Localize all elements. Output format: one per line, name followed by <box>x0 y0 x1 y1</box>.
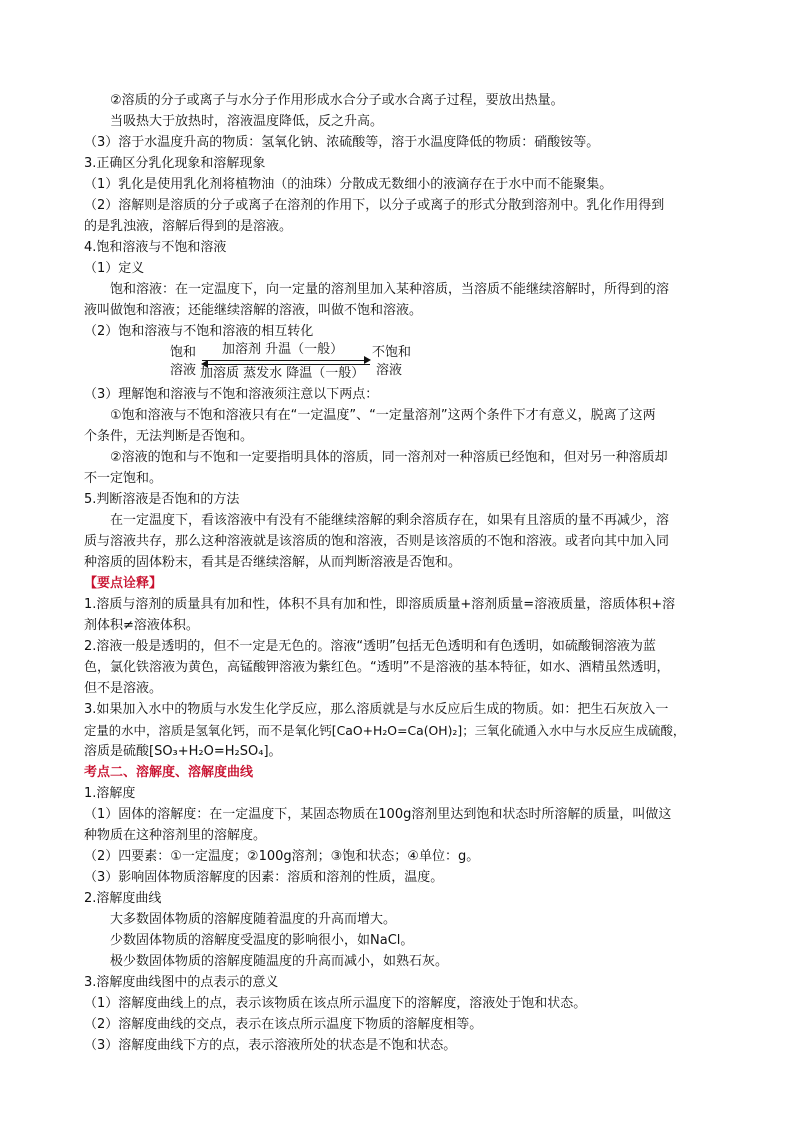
text-line: 3.如果加入水中的物质与水发生化学反应，那么溶质就是与水反应后生成的物质。如：把生石灰放入一 <box>84 702 669 717</box>
text-line: ①饱和溶液与不饱和溶液只有在“一定温度”、“一定量溶剂”这两个条件下才有意义，脱离了这两 <box>110 408 656 423</box>
text-line: 但不是溶液。 <box>84 681 163 696</box>
text-line: （2）饱和溶液与不饱和溶液的相互转化 <box>84 324 314 339</box>
text-line: （1）溶解度曲线上的点，表示该物质在该点所示温度下的溶解度，溶液处于饱和状态。 <box>84 996 587 1011</box>
text-line: 种溶质的固体粉末，看其是否继续溶解，从而判断溶液是否饱和。 <box>84 555 462 570</box>
text-line: 剂体积≠溶液体积。 <box>84 618 199 633</box>
conversion-diagram <box>84 342 714 382</box>
text-line: （3）影响固体物质溶解度的因素：溶质和溶剂的性质，温度。 <box>84 870 444 885</box>
text-line: 不一定饱和。 <box>84 471 163 486</box>
section-heading: 3.正确区分乳化现象和溶解现象 <box>84 156 266 171</box>
text-line: （1）固体的溶解度：在一定温度下，某固态物质在100g溶剂里达到饱和状态时所溶解的质量，叫做这 <box>84 807 672 822</box>
section-heading: 5.判断溶液是否饱和的方法 <box>84 492 240 507</box>
text-line: 极少数固体物质的溶解度随温度的升高而减小，如熟石灰。 <box>110 954 449 969</box>
text-line: 在一定温度下，看该溶液中有没有不能继续溶解的剩余溶质存在，如果有且溶质的量不再减少，溶 <box>110 513 670 528</box>
document-page <box>84 90 714 1056</box>
key-points-heading: 【要点诠释】 <box>84 576 163 591</box>
text-line: 种物质在这种溶剂里的溶解度。 <box>84 828 267 843</box>
text-line: （2）溶解则是溶质的分子或离子在溶剂的作用下，以分子或离子的形式分散到溶剂中。乳化作用得到 <box>84 198 665 213</box>
text-line: 饱和溶液：在一定温度下，向一定量的溶剂里加入某种溶质，当溶质不能继续溶解时，所得到的溶 <box>110 282 670 297</box>
text-line: 当吸热大于放热时，溶液温度降低，反之升高。 <box>110 114 384 129</box>
forward-arrow-line <box>202 360 364 361</box>
diagram-right-top: 不饱和 <box>372 345 412 360</box>
text-line: （1）乳化是使用乳化剂将植物油（的油珠）分散成无数细小的液滴存在于水中而不能聚集。 <box>84 177 613 192</box>
text-line: （1）定义 <box>84 261 145 276</box>
text-line: 定量的水中，溶质是氢氧化钙，而不是氧化钙[CaO+H₂O=Ca(OH)₂]；三氧化硫通入水中与水反应生成硫酸， <box>84 723 686 738</box>
text-line: 液叫做饱和溶液；还能继续溶解的溶液，叫做不饱和溶液。 <box>84 303 423 318</box>
text-line: ②溶质的分子或离子与水分子作用形成水合分子或水合离子过程，要放出热量。 <box>110 93 564 108</box>
text-line: 个条件，无法判断是否饱和。 <box>84 429 254 444</box>
section-heading: 1.溶解度 <box>84 786 136 801</box>
text-line: （3）溶解度曲线下方的点，表示溶液所处的状态是不饱和状态。 <box>84 1038 457 1053</box>
diagram-backward-label: 加溶质 蒸发水 降温（一般） <box>200 366 365 381</box>
text-line: 大多数固体物质的溶解度随着温度的升高而增大。 <box>110 912 397 927</box>
section-heading: 4.饱和溶液与不饱和溶液 <box>84 240 227 255</box>
section-heading: 3.溶解度曲线图中的点表示的意义 <box>84 975 279 990</box>
forward-arrow-head <box>364 356 371 364</box>
topic-heading: 考点二、溶解度、溶解度曲线 <box>84 765 254 780</box>
text-line: （2）四要素：①一定温度；②100g溶剂；③饱和状态；④单位：g。 <box>84 849 480 864</box>
diagram-forward-label: 加溶剂 升温（一般） <box>222 342 344 357</box>
text-line: 溶质是硫酸[SO₃+H₂O=H₂SO₄]。 <box>84 744 282 759</box>
text-line: 色，氯化铁溶液为黄色，高锰酸钾溶液为紫红色。“透明”不是溶液的基本特征，如水、酒精虽然透明， <box>84 660 670 675</box>
text-line: （3）理解饱和溶液与不饱和溶液须注意以下两点： <box>84 387 379 402</box>
text-line: 1.溶质与溶剂的质量具有加和性，体积不具有加和性，即溶质质量+溶剂质量=溶液质量，溶质体积+溶 <box>84 597 676 612</box>
text-line: 的是乳浊液，溶解后得到的是溶液。 <box>84 219 293 234</box>
section-heading: 2.溶解度曲线 <box>84 891 162 906</box>
diagram-left-top: 饱和 <box>170 345 197 360</box>
text-line: 少数固体物质的溶解度受温度的影响很小，如NaCl。 <box>110 933 414 948</box>
text-line: 2.溶液一般是透明的，但不一定是无色的。溶液“透明”包括无色透明和有色透明，如硫酸铜溶液为蓝 <box>84 639 656 654</box>
text-line: （3）溶于水温度升高的物质：氢氧化钠、浓硫酸等，溶于水温度降低的物质：硝酸铵等。 <box>84 135 600 150</box>
diagram-left-bottom: 溶液 <box>170 363 197 378</box>
text-line: ②溶液的饱和与不饱和一定要指明具体的溶质，同一溶剂对一种溶质已经饱和，但对另一种溶质却 <box>110 450 668 465</box>
text-line: （2）溶解度曲线的交点，表示在该点所示温度下物质的溶解度相等。 <box>84 1017 483 1032</box>
backward-arrow-line <box>208 364 370 365</box>
text-line: 质与溶液共存，那么这种溶液就是该溶质的饱和溶液，否则是该溶质的不饱和溶液。或者向其中加入同 <box>84 534 670 549</box>
diagram-right-bottom: 溶液 <box>376 363 403 378</box>
